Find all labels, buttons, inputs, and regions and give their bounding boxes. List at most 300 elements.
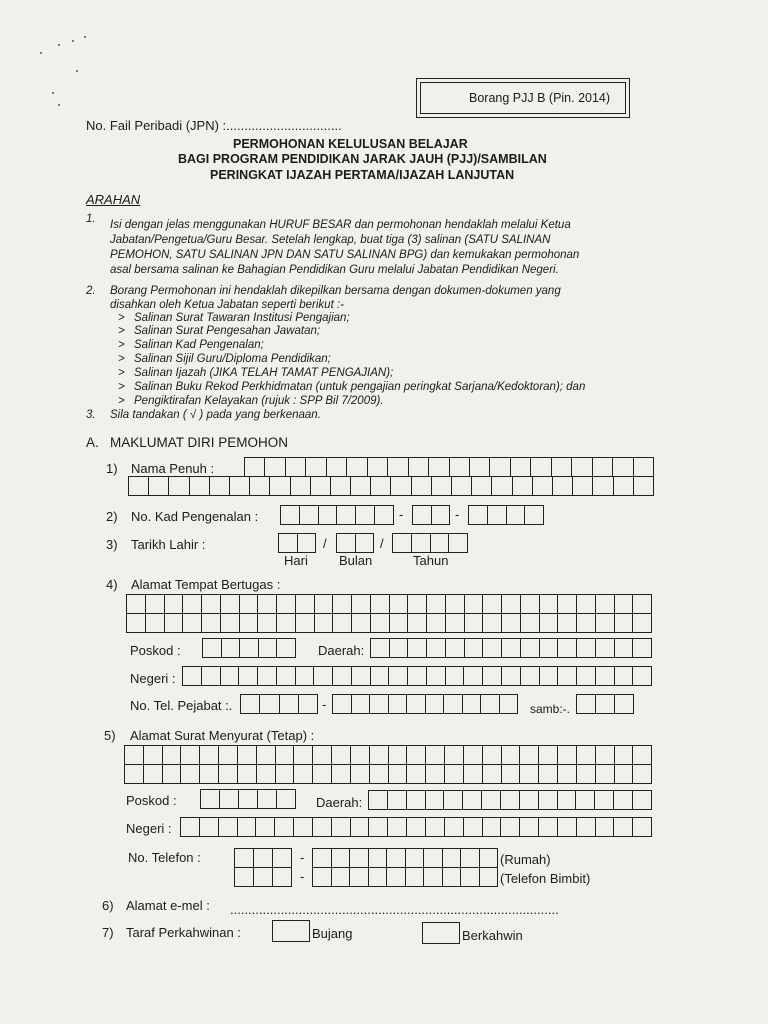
char-cell[interactable]	[540, 595, 559, 613]
char-cell[interactable]	[333, 595, 352, 613]
char-cell[interactable]	[408, 595, 427, 613]
char-cell[interactable]	[257, 746, 276, 764]
char-cell[interactable]	[558, 639, 577, 657]
char-cell[interactable]	[299, 695, 317, 713]
char-cell[interactable]	[235, 849, 254, 867]
char-cell[interactable]	[558, 765, 577, 783]
char-cell[interactable]	[181, 746, 200, 764]
char-cell[interactable]	[633, 614, 651, 632]
char-cell[interactable]	[352, 595, 371, 613]
char-cell[interactable]	[408, 639, 427, 657]
char-cell[interactable]	[313, 765, 332, 783]
char-cell[interactable]	[533, 477, 553, 495]
char-cell[interactable]	[531, 458, 551, 476]
phone-mobile-grid[interactable]	[312, 867, 498, 887]
char-cell[interactable]	[294, 765, 313, 783]
char-cell[interactable]	[540, 667, 559, 685]
char-cell[interactable]	[294, 818, 313, 836]
char-cell[interactable]	[388, 458, 408, 476]
char-cell[interactable]	[426, 791, 445, 809]
char-cell[interactable]	[351, 477, 371, 495]
char-cell[interactable]	[238, 818, 257, 836]
char-cell[interactable]	[350, 849, 369, 867]
char-cell[interactable]	[596, 765, 615, 783]
char-cell[interactable]	[315, 614, 334, 632]
char-cell[interactable]	[572, 458, 592, 476]
char-cell[interactable]	[633, 667, 651, 685]
char-cell[interactable]	[615, 695, 633, 713]
char-cell[interactable]	[492, 477, 512, 495]
work-address-grid-row2[interactable]	[126, 613, 652, 633]
char-cell[interactable]	[219, 818, 238, 836]
char-cell[interactable]	[389, 667, 408, 685]
char-cell[interactable]	[558, 667, 577, 685]
char-cell[interactable]	[181, 765, 200, 783]
char-cell[interactable]	[446, 614, 465, 632]
char-cell[interactable]	[273, 868, 291, 886]
char-cell[interactable]	[615, 595, 634, 613]
char-cell[interactable]	[513, 477, 533, 495]
char-cell[interactable]	[502, 765, 521, 783]
char-cell[interactable]	[409, 458, 429, 476]
char-cell[interactable]	[389, 765, 408, 783]
char-cell[interactable]	[558, 614, 577, 632]
char-cell[interactable]	[464, 818, 483, 836]
char-cell[interactable]	[241, 695, 260, 713]
char-cell[interactable]	[450, 458, 470, 476]
char-cell[interactable]	[240, 639, 259, 657]
char-cell[interactable]	[332, 849, 351, 867]
char-cell[interactable]	[393, 534, 412, 552]
char-cell[interactable]	[483, 667, 502, 685]
char-cell[interactable]	[169, 477, 189, 495]
char-cell[interactable]	[520, 765, 539, 783]
char-cell[interactable]	[245, 458, 265, 476]
char-cell[interactable]	[520, 818, 539, 836]
char-cell[interactable]	[256, 818, 275, 836]
char-cell[interactable]	[472, 477, 492, 495]
char-cell[interactable]	[481, 695, 500, 713]
char-cell[interactable]	[315, 595, 334, 613]
char-cell[interactable]	[165, 614, 184, 632]
char-cell[interactable]	[446, 595, 465, 613]
char-cell[interactable]	[596, 639, 615, 657]
char-cell[interactable]	[331, 477, 351, 495]
char-cell[interactable]	[390, 614, 409, 632]
char-cell[interactable]	[390, 595, 409, 613]
char-cell[interactable]	[520, 746, 539, 764]
char-cell[interactable]	[352, 614, 371, 632]
char-cell[interactable]	[258, 790, 277, 808]
char-cell[interactable]	[298, 534, 316, 552]
char-cell[interactable]	[333, 667, 352, 685]
char-cell[interactable]	[230, 477, 250, 495]
char-cell[interactable]	[408, 667, 427, 685]
phone-home-prefix-grid[interactable]	[234, 848, 292, 868]
char-cell[interactable]	[573, 477, 593, 495]
char-cell[interactable]	[350, 868, 369, 886]
char-cell[interactable]	[426, 695, 445, 713]
char-cell[interactable]	[633, 595, 651, 613]
char-cell[interactable]	[259, 639, 278, 657]
char-cell[interactable]	[369, 791, 388, 809]
char-cell[interactable]	[220, 790, 239, 808]
char-cell[interactable]	[144, 765, 163, 783]
char-cell[interactable]	[387, 868, 406, 886]
char-cell[interactable]	[443, 849, 462, 867]
name-grid-row2[interactable]	[128, 476, 654, 496]
ic-grid-part1[interactable]	[280, 505, 394, 525]
char-cell[interactable]	[333, 614, 352, 632]
char-cell[interactable]	[371, 595, 390, 613]
char-cell[interactable]	[275, 818, 294, 836]
char-cell[interactable]	[370, 695, 389, 713]
char-cell[interactable]	[369, 849, 388, 867]
char-cell[interactable]	[201, 790, 220, 808]
char-cell[interactable]	[250, 477, 270, 495]
char-cell[interactable]	[146, 614, 165, 632]
char-cell[interactable]	[369, 818, 388, 836]
char-cell[interactable]	[521, 667, 540, 685]
char-cell[interactable]	[464, 765, 483, 783]
char-cell[interactable]	[634, 458, 653, 476]
char-cell[interactable]	[313, 818, 332, 836]
char-cell[interactable]	[412, 534, 431, 552]
char-cell[interactable]	[577, 614, 596, 632]
char-cell[interactable]	[258, 614, 277, 632]
char-cell[interactable]	[313, 868, 332, 886]
char-cell[interactable]	[371, 639, 390, 657]
char-cell[interactable]	[427, 667, 446, 685]
char-cell[interactable]	[390, 639, 409, 657]
dob-day-grid[interactable]	[278, 533, 316, 553]
tel-pejabat-grid-2[interactable]	[332, 694, 518, 714]
char-cell[interactable]	[444, 791, 463, 809]
char-cell[interactable]	[407, 791, 426, 809]
char-cell[interactable]	[265, 458, 285, 476]
char-cell[interactable]	[429, 458, 449, 476]
char-cell[interactable]	[277, 639, 295, 657]
char-cell[interactable]	[125, 765, 144, 783]
char-cell[interactable]	[260, 695, 279, 713]
char-cell[interactable]	[540, 614, 559, 632]
char-cell[interactable]	[356, 506, 375, 524]
char-cell[interactable]	[296, 667, 315, 685]
char-cell[interactable]	[427, 639, 446, 657]
char-cell[interactable]	[127, 614, 146, 632]
char-cell[interactable]	[540, 639, 559, 657]
char-cell[interactable]	[595, 791, 614, 809]
char-cell[interactable]	[577, 595, 596, 613]
char-cell[interactable]	[391, 477, 411, 495]
berkahwin-checkbox[interactable]	[422, 922, 460, 944]
char-cell[interactable]	[445, 746, 464, 764]
char-cell[interactable]	[239, 790, 258, 808]
char-cell[interactable]	[488, 506, 507, 524]
char-cell[interactable]	[337, 506, 356, 524]
char-cell[interactable]	[500, 695, 518, 713]
char-cell[interactable]	[407, 765, 426, 783]
char-cell[interactable]	[270, 477, 290, 495]
char-cell[interactable]	[577, 667, 596, 685]
char-cell[interactable]	[351, 746, 370, 764]
char-cell[interactable]	[219, 765, 238, 783]
email-field[interactable]: ...........................................................................................	[230, 902, 559, 917]
char-cell[interactable]	[202, 614, 221, 632]
char-cell[interactable]	[461, 868, 480, 886]
char-cell[interactable]	[146, 595, 165, 613]
dob-month-grid[interactable]	[336, 533, 374, 553]
char-cell[interactable]	[633, 818, 651, 836]
char-cell[interactable]	[277, 595, 296, 613]
char-cell[interactable]	[352, 667, 371, 685]
dob-year-grid[interactable]	[392, 533, 468, 553]
char-cell[interactable]	[501, 791, 520, 809]
char-cell[interactable]	[521, 595, 540, 613]
char-cell[interactable]	[300, 506, 319, 524]
ic-grid-part2[interactable]	[412, 505, 450, 525]
mail-negeri-grid[interactable]	[180, 817, 652, 837]
char-cell[interactable]	[615, 667, 634, 685]
tel-pejabat-grid-1[interactable]	[240, 694, 318, 714]
char-cell[interactable]	[483, 614, 502, 632]
char-cell[interactable]	[634, 477, 653, 495]
char-cell[interactable]	[351, 818, 370, 836]
char-cell[interactable]	[426, 818, 445, 836]
char-cell[interactable]	[615, 746, 634, 764]
char-cell[interactable]	[633, 765, 651, 783]
char-cell[interactable]	[553, 477, 573, 495]
char-cell[interactable]	[371, 614, 390, 632]
char-cell[interactable]	[200, 818, 219, 836]
char-cell[interactable]	[210, 477, 230, 495]
char-cell[interactable]	[347, 458, 367, 476]
char-cell[interactable]	[613, 458, 633, 476]
char-cell[interactable]	[258, 595, 277, 613]
char-cell[interactable]	[163, 746, 182, 764]
char-cell[interactable]	[258, 667, 277, 685]
char-cell[interactable]	[465, 595, 484, 613]
char-cell[interactable]	[351, 765, 370, 783]
char-cell[interactable]	[593, 458, 613, 476]
mail-address-grid-row2[interactable]	[124, 764, 652, 784]
char-cell[interactable]	[520, 791, 539, 809]
char-cell[interactable]	[368, 458, 388, 476]
char-cell[interactable]	[313, 849, 332, 867]
char-cell[interactable]	[461, 849, 480, 867]
char-cell[interactable]	[221, 614, 240, 632]
char-cell[interactable]	[615, 765, 634, 783]
char-cell[interactable]	[633, 791, 651, 809]
char-cell[interactable]	[614, 791, 633, 809]
char-cell[interactable]	[596, 595, 615, 613]
char-cell[interactable]	[277, 790, 295, 808]
char-cell[interactable]	[633, 746, 651, 764]
char-cell[interactable]	[596, 614, 615, 632]
char-cell[interactable]	[502, 667, 521, 685]
char-cell[interactable]	[389, 695, 408, 713]
char-cell[interactable]	[273, 849, 291, 867]
char-cell[interactable]	[482, 791, 501, 809]
char-cell[interactable]	[165, 595, 184, 613]
char-cell[interactable]	[183, 614, 202, 632]
char-cell[interactable]	[311, 477, 331, 495]
char-cell[interactable]	[525, 506, 543, 524]
char-cell[interactable]	[521, 639, 540, 657]
char-cell[interactable]	[254, 868, 273, 886]
char-cell[interactable]	[596, 818, 615, 836]
work-negeri-grid[interactable]	[182, 666, 652, 686]
work-poskod-grid[interactable]	[202, 638, 296, 658]
char-cell[interactable]	[183, 595, 202, 613]
char-cell[interactable]	[577, 746, 596, 764]
char-cell[interactable]	[558, 595, 577, 613]
char-cell[interactable]	[470, 458, 490, 476]
char-cell[interactable]	[314, 667, 333, 685]
char-cell[interactable]	[371, 477, 391, 495]
char-cell[interactable]	[221, 595, 240, 613]
char-cell[interactable]	[280, 695, 299, 713]
char-cell[interactable]	[313, 746, 332, 764]
char-cell[interactable]	[387, 849, 406, 867]
char-cell[interactable]	[219, 746, 238, 764]
char-cell[interactable]	[388, 818, 407, 836]
char-cell[interactable]	[337, 534, 356, 552]
char-cell[interactable]	[294, 746, 313, 764]
char-cell[interactable]	[469, 506, 488, 524]
char-cell[interactable]	[614, 477, 634, 495]
char-cell[interactable]	[446, 667, 465, 685]
char-cell[interactable]	[443, 868, 462, 886]
char-cell[interactable]	[614, 818, 633, 836]
char-cell[interactable]	[277, 667, 296, 685]
char-cell[interactable]	[431, 534, 450, 552]
char-cell[interactable]	[501, 818, 520, 836]
char-cell[interactable]	[238, 765, 257, 783]
char-cell[interactable]	[539, 746, 558, 764]
char-cell[interactable]	[239, 667, 258, 685]
char-cell[interactable]	[254, 849, 273, 867]
char-cell[interactable]	[552, 458, 572, 476]
char-cell[interactable]	[483, 818, 502, 836]
char-cell[interactable]	[576, 791, 595, 809]
char-cell[interactable]	[577, 695, 596, 713]
phone-mobile-prefix-grid[interactable]	[234, 867, 292, 887]
char-cell[interactable]	[279, 534, 298, 552]
char-cell[interactable]	[483, 595, 502, 613]
char-cell[interactable]	[465, 614, 484, 632]
char-cell[interactable]	[615, 639, 634, 657]
char-cell[interactable]	[389, 746, 408, 764]
char-cell[interactable]	[432, 477, 452, 495]
work-address-grid-row1[interactable]	[126, 594, 652, 614]
char-cell[interactable]	[406, 868, 425, 886]
char-cell[interactable]	[407, 818, 426, 836]
char-cell[interactable]	[426, 765, 445, 783]
char-cell[interactable]	[388, 791, 407, 809]
char-cell[interactable]	[483, 746, 502, 764]
char-cell[interactable]	[200, 746, 219, 764]
char-cell[interactable]	[332, 765, 351, 783]
char-cell[interactable]	[296, 614, 315, 632]
char-cell[interactable]	[163, 765, 182, 783]
char-cell[interactable]	[144, 746, 163, 764]
char-cell[interactable]	[480, 849, 498, 867]
char-cell[interactable]	[633, 639, 651, 657]
char-cell[interactable]	[615, 614, 634, 632]
char-cell[interactable]	[539, 791, 558, 809]
char-cell[interactable]	[222, 639, 241, 657]
char-cell[interactable]	[444, 695, 463, 713]
char-cell[interactable]	[558, 791, 577, 809]
char-cell[interactable]	[375, 506, 393, 524]
char-cell[interactable]	[539, 818, 558, 836]
char-cell[interactable]	[408, 614, 427, 632]
char-cell[interactable]	[426, 746, 445, 764]
mail-daerah-grid[interactable]	[368, 790, 652, 810]
char-cell[interactable]	[190, 477, 210, 495]
char-cell[interactable]	[277, 614, 296, 632]
char-cell[interactable]	[596, 746, 615, 764]
mail-poskod-grid[interactable]	[200, 789, 296, 809]
name-grid-row1[interactable]	[244, 457, 654, 477]
char-cell[interactable]	[291, 477, 311, 495]
char-cell[interactable]	[577, 765, 596, 783]
char-cell[interactable]	[332, 818, 351, 836]
char-cell[interactable]	[183, 667, 202, 685]
char-cell[interactable]	[413, 506, 432, 524]
char-cell[interactable]	[427, 595, 446, 613]
char-cell[interactable]	[149, 477, 169, 495]
char-cell[interactable]	[464, 746, 483, 764]
char-cell[interactable]	[596, 695, 615, 713]
char-cell[interactable]	[296, 595, 315, 613]
char-cell[interactable]	[407, 746, 426, 764]
char-cell[interactable]	[202, 667, 221, 685]
char-cell[interactable]	[240, 595, 259, 613]
char-cell[interactable]	[276, 765, 295, 783]
char-cell[interactable]	[511, 458, 531, 476]
char-cell[interactable]	[490, 458, 510, 476]
char-cell[interactable]	[356, 534, 374, 552]
char-cell[interactable]	[235, 868, 254, 886]
char-cell[interactable]	[424, 868, 443, 886]
char-cell[interactable]	[127, 595, 146, 613]
char-cell[interactable]	[432, 506, 450, 524]
phone-home-grid[interactable]	[312, 848, 498, 868]
char-cell[interactable]	[257, 765, 276, 783]
char-cell[interactable]	[521, 614, 540, 632]
char-cell[interactable]	[369, 868, 388, 886]
char-cell[interactable]	[502, 746, 521, 764]
char-cell[interactable]	[240, 614, 259, 632]
char-cell[interactable]	[483, 639, 502, 657]
char-cell[interactable]	[463, 695, 482, 713]
char-cell[interactable]	[502, 614, 521, 632]
char-cell[interactable]	[502, 639, 521, 657]
samb-grid[interactable]	[576, 694, 634, 714]
char-cell[interactable]	[276, 746, 295, 764]
char-cell[interactable]	[412, 477, 432, 495]
work-daerah-grid[interactable]	[370, 638, 652, 658]
char-cell[interactable]	[558, 746, 577, 764]
char-cell[interactable]	[502, 595, 521, 613]
char-cell[interactable]	[445, 765, 464, 783]
char-cell[interactable]	[449, 534, 467, 552]
char-cell[interactable]	[558, 818, 577, 836]
bujang-checkbox[interactable]	[272, 920, 310, 942]
char-cell[interactable]	[203, 639, 222, 657]
